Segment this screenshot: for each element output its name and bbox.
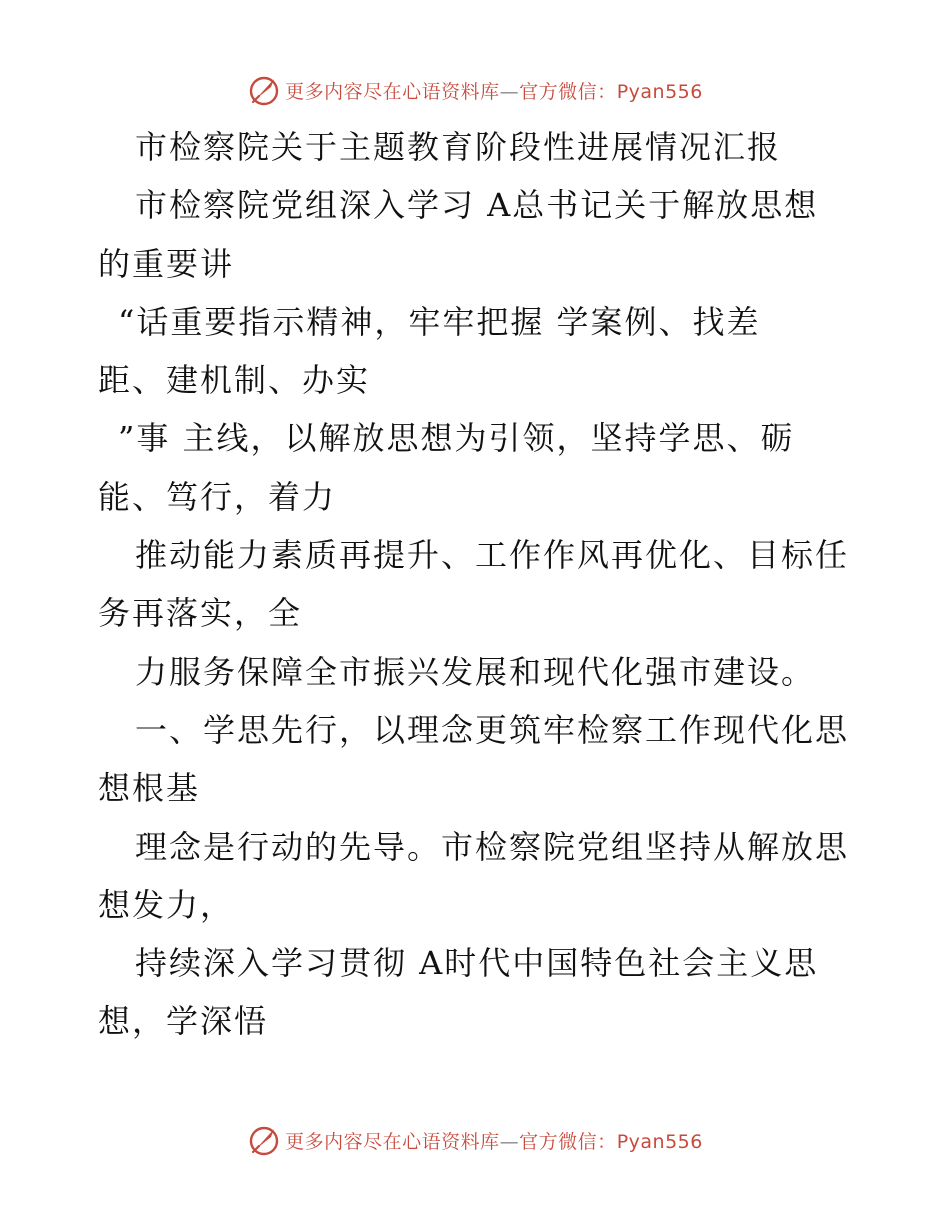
banner-dash: — [499,1130,520,1153]
paragraph-line: 想发力， [98,885,235,924]
footer-banner [0,1120,950,1160]
paragraph-line: 推动能力素质再提升、工作作风再优化、目标任 [135,536,850,575]
paragraph-line: 力服务保障全市振兴发展和现代化强市建设。 [135,652,816,691]
footer-banner-text [285,1127,703,1154]
banner-brand: 更多内容尽在心语资料库 [285,80,500,103]
paragraph-line: 距、建机制、办实 [98,361,371,400]
banner-brand: 更多内容尽在心语资料库 [285,1130,500,1153]
paragraph-line: ”事 主线，以解放思想为引领，坚持学思、砺 [118,419,795,458]
section-heading-cont: 想根基 [98,769,201,808]
banner-dash: — [499,80,520,103]
banner-wechat-id: Pyan556 [616,80,703,103]
paragraph-line: 持续深入学习贯彻 A时代中国特色社会主义思 [135,944,819,983]
banner-wechat-label: 官方微信： [519,1130,617,1153]
quill-pen-logo-icon [247,1123,281,1157]
banner-wechat-id: Pyan556 [616,1130,703,1153]
paragraph-line: “话重要指示精神，牢牢把握 学案例、找差 [118,302,761,341]
banner-wechat-label: 官方微信： [519,80,617,103]
paragraph-line: 能、笃行，着力 [98,477,337,516]
header-banner [0,70,950,110]
document-title: 市检察院关于主题教育阶段性进展情况汇报 [135,128,782,166]
document-body [98,118,858,1051]
paragraph-line: 理念是行动的先导。市检察院党组坚持从解放思 [135,827,850,866]
quill-pen-logo-icon [247,73,281,107]
paragraph-line: 的重要讲 [98,244,235,283]
paragraph-line: 想，学深悟 [98,1002,269,1041]
paragraph-line: 市检察院党组深入学习 A总书记关于解放思想 [135,186,819,225]
section-heading: 一、学思先行，以理念更筑牢检察工作现代化思 [135,710,850,749]
header-banner-text [285,77,703,104]
paragraph-line: 务再落实，全 [98,594,303,633]
